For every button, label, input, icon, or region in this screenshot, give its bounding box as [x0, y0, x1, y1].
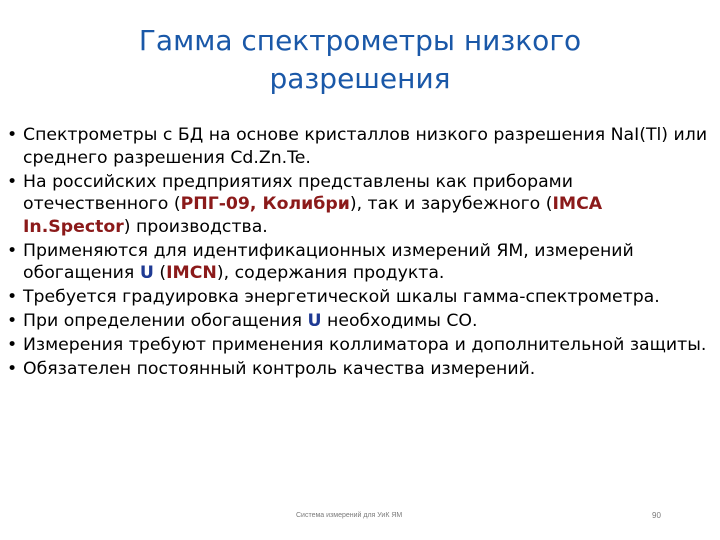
title-line-1: Гамма спектрометры низкого	[138, 24, 582, 57]
bullet-item	[7, 334, 715, 357]
page-number: 90	[652, 511, 661, 520]
highlight-uranium: U	[139, 263, 154, 283]
bullet-item	[7, 171, 715, 239]
bullet-text: Измерения требуют применения коллиматора и дополнительной защиты.	[23, 335, 707, 355]
bullet-text: Спектрометры с БД на основе кристаллов низкого разрешения NaI(Tl) или среднего разрешения Cd.Zn.Te.	[23, 125, 708, 168]
bullet-text: необходимы СО.	[321, 311, 478, 331]
bullet-item	[7, 286, 715, 309]
bullet-text: (	[153, 263, 167, 283]
bullet-item	[7, 358, 715, 381]
highlight-imcn: IMCN	[166, 263, 217, 283]
bullet-item	[7, 240, 715, 285]
bullet-item	[7, 310, 715, 333]
highlight-uranium: U	[307, 311, 322, 331]
bullet-text: ), так и зарубежного (	[349, 194, 553, 214]
bullet-item	[7, 124, 715, 169]
bullet-text: На российских предприятиях представлены как приборами отечественного (	[23, 171, 573, 214]
slide-title	[60, 22, 660, 98]
bullet-text: Применяются для идентификационных измерений ЯМ, измерений обогащения	[23, 240, 634, 283]
highlight-russian-devices: РПГ-09, Колибри	[180, 194, 350, 214]
bullet-text: При определении обогащения	[23, 311, 308, 331]
bullet-text: Требуется градуировка энергетической шкалы гамма-спектрометра.	[23, 287, 660, 307]
bullet-list	[7, 124, 715, 382]
bullet-text: Обязателен постоянный контроль качества измерений.	[23, 359, 536, 379]
title-line-2: разрешения	[269, 62, 451, 95]
bullet-text: ), содержания продукта.	[216, 263, 445, 283]
bullet-text: ) производства.	[123, 216, 268, 237]
highlight-foreign-device: IMCA In.Spector	[23, 194, 603, 237]
footer-text: Система измерений для УиК ЯМ	[296, 512, 403, 519]
